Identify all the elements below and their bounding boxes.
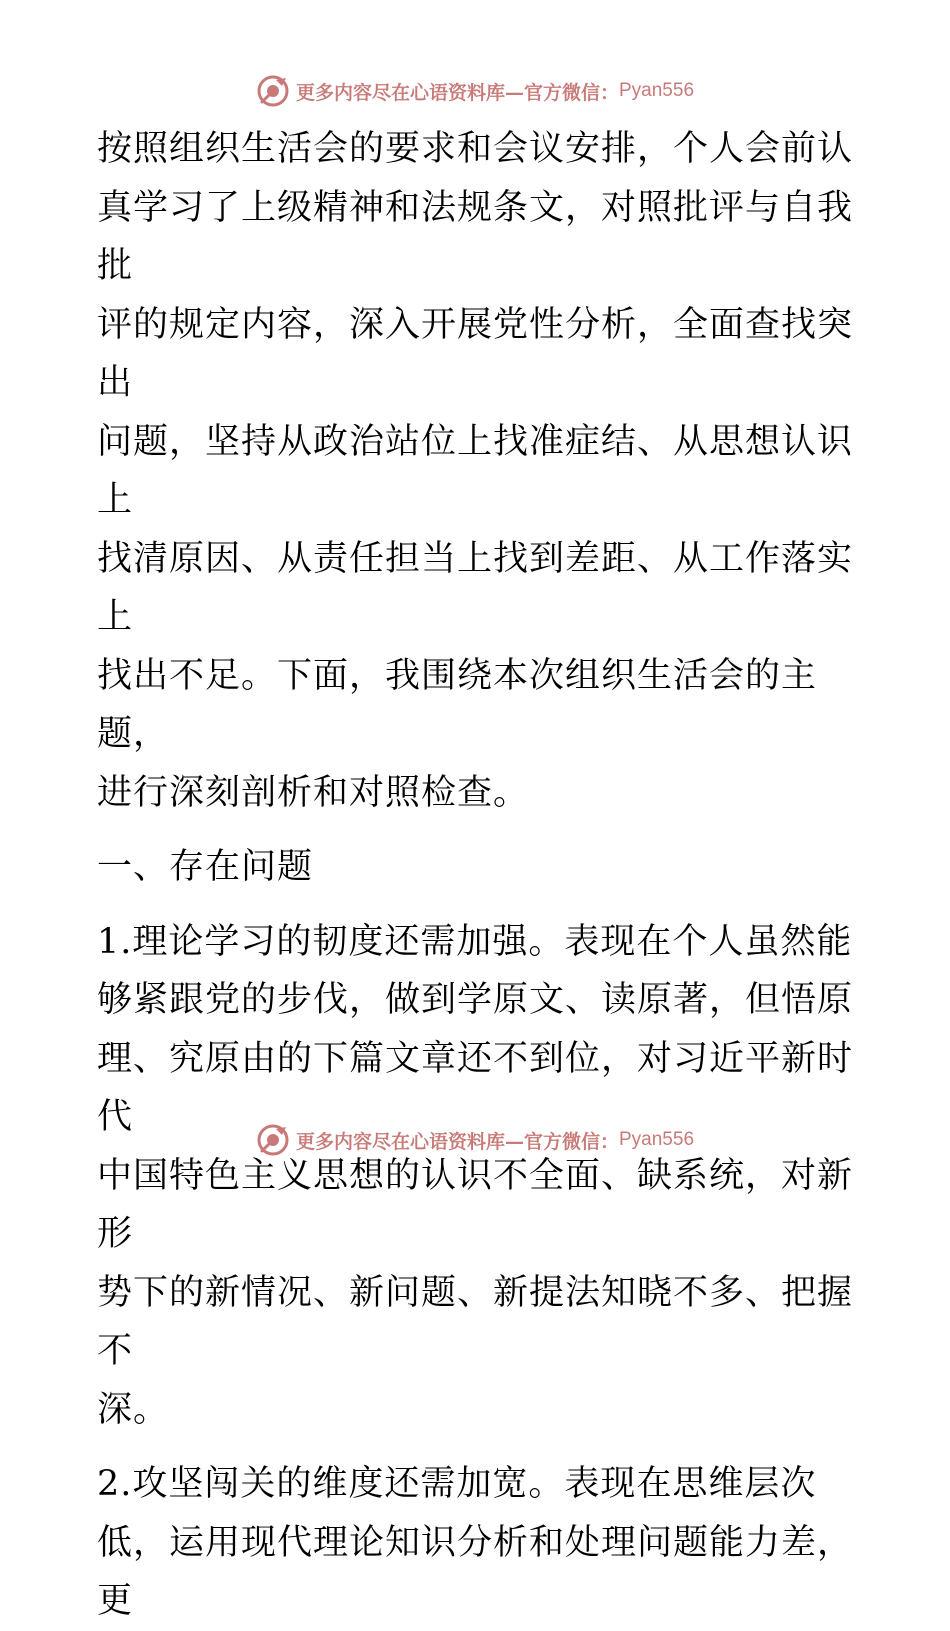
watermark-wechat-id: Pyan556 xyxy=(619,1129,695,1150)
item-2-paragraph: 2.攻坚闯关的维度还需加宽。表现在思维层次 低，运用现代理论知识分析和处理问题能力差，更 xyxy=(97,1464,854,1621)
document-body xyxy=(97,120,857,1631)
intro-paragraph: 按照组织生活会的要求和会议安排，个人会前认 真学习了上级精神和法规条文，对照批评与自我批 评的规定内容，深入开展党性分析，全面查找突出 问题，坚持从政治站位上找准症结、从思想认识上 找清原因、从责任担当上找到差距、从工作落实上 找出不足。下面，我围绕本次组织生活会的主题， 进行深刻剖析和对照检查。 xyxy=(97,129,854,813)
item-1-paragraph: 1.理论学习的韧度还需加强。表现在个人虽然能 够紧跟党的步伐，做到学原文、读原著，但悟原 理、究原由的下篇文章还不到位，对习近平新时代 中国特色主义思想的认识不全面、缺系统，对新形 势下的新情况、新问题、新提法知晓不多、把握不 深。 xyxy=(97,921,854,1430)
brand-logo-icon xyxy=(256,1123,290,1157)
footer-watermark xyxy=(0,1120,950,1160)
watermark-text: 更多内容尽在心语资料库—官方微信： xyxy=(295,81,619,104)
header-watermark xyxy=(0,71,950,111)
watermark-wechat-id: Pyan556 xyxy=(619,80,695,101)
brand-logo-icon xyxy=(256,74,290,108)
watermark-text: 更多内容尽在心语资料库—官方微信： xyxy=(295,1130,619,1153)
section-heading: 一、存在问题 xyxy=(97,847,314,887)
